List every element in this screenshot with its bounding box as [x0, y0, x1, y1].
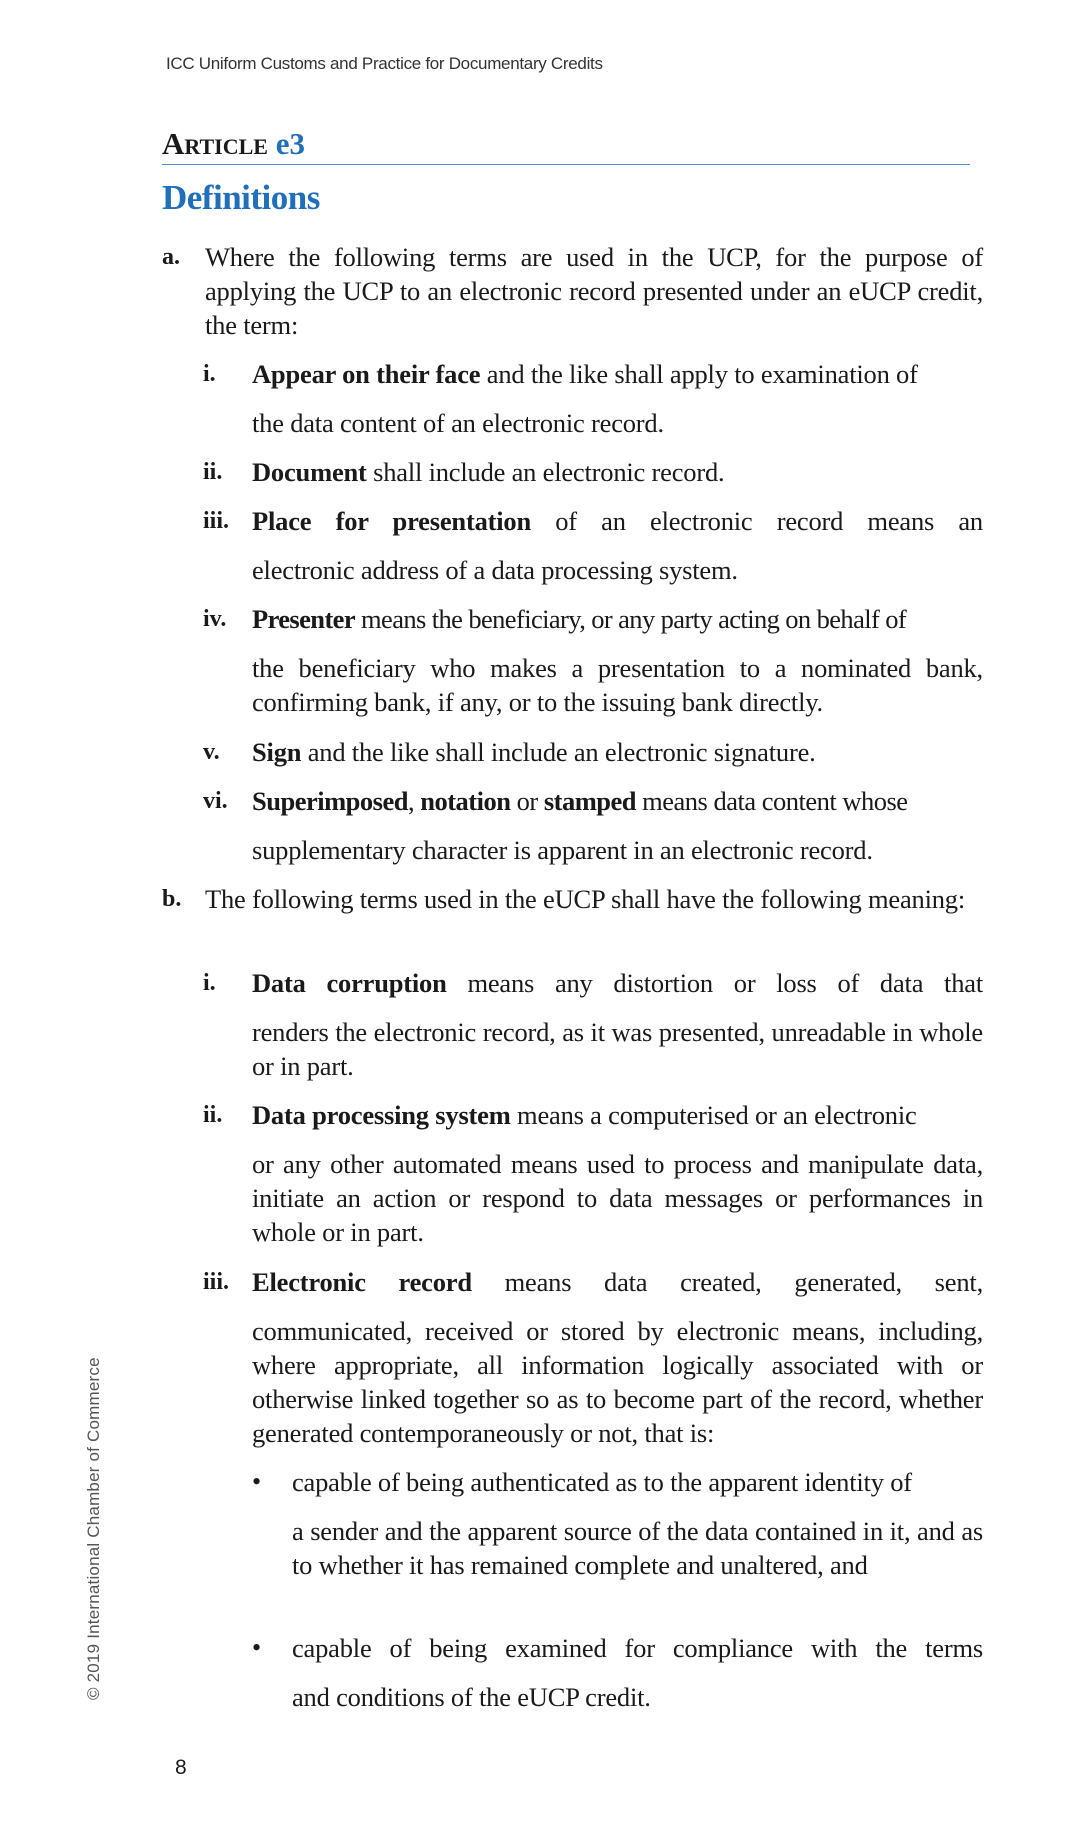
item-text: means data content whose	[636, 786, 908, 816]
bullet-1: capable of being authenticated as to the apparent identity of	[292, 1467, 912, 1497]
copyright-notice: © 2019 International Chamber of Commerce	[84, 1357, 103, 1700]
para-a-item-iv-cont: the beneficiary who makes a presentation to a nominated bank, confirming bank, if any, or to the issuing bank directly.	[252, 653, 983, 717]
para-b-item-iii-cont: communicated, received or stored by electronic means, including, where appropriate, all information logically associated with or otherwise linked together so as to become part of the record, whether generated contemporaneously or not, that is:	[252, 1316, 983, 1448]
para-a-item-vi-marker: vi.	[203, 788, 228, 814]
item-text: means any distortion or loss of data that	[446, 968, 983, 998]
item-text: and the like shall include an electronic signature.	[301, 737, 816, 767]
page-number: 8	[175, 1756, 187, 1779]
para-b-item-iii-marker: iii.	[203, 1269, 230, 1295]
term: Place for presentation	[252, 506, 532, 536]
term: Data processing system	[252, 1100, 511, 1130]
para-a-item-iv	[252, 602, 983, 636]
para-a-item-ii-marker: ii.	[203, 459, 223, 485]
para-b-item-ii-marker: ii.	[203, 1102, 223, 1128]
para-a-item-iv-marker: iv.	[203, 606, 227, 632]
term: Data corruption	[252, 968, 447, 998]
para-a-item-iii-cont: electronic address of a data processing system.	[252, 555, 738, 585]
para-a-item-vi-cont: supplementary character is apparent in an electronic record.	[252, 835, 873, 865]
bullet-2: capable of being examined for compliance with the terms	[292, 1633, 983, 1663]
para-a-text: Where the following terms are used in the UCP, for the purpose of applying the UCP to an electronic record presented under an eUCP credit, the term:	[205, 242, 983, 340]
running-header: ICC Uniform Customs and Practice for Documentary Credits	[166, 54, 603, 73]
para-a-item-iii-marker: iii.	[203, 508, 230, 534]
para-a-item-vi: Superimposed, notation or stamped means data content whose	[252, 786, 908, 816]
item-text: and the like shall apply to examination of	[480, 359, 918, 389]
section-title: Definitions	[162, 178, 320, 217]
para-a-item-ii	[252, 455, 983, 489]
term: notation	[420, 786, 511, 816]
term: Presenter	[252, 604, 355, 634]
term: Document	[252, 457, 367, 487]
article-heading	[162, 126, 970, 165]
para-b-item-ii-cont: or any other automated means used to process and manipulate data, initiate an action or respond to data messages or performances in whole or in part.	[252, 1149, 983, 1247]
para-a-item-v-marker: v.	[203, 739, 220, 765]
term: Appear on their face	[252, 359, 481, 389]
item-text: shall include an electronic record.	[366, 457, 725, 487]
para-b-item-i-marker: i.	[203, 970, 216, 996]
para-b-text: The following terms used in the eUCP shall have the following meaning:	[205, 884, 965, 914]
item-text: means a computerised or an electronic	[510, 1100, 917, 1130]
bullet-1-symbol: •	[252, 1467, 262, 1496]
article-number: e3	[275, 126, 305, 161]
item-text: means the beneficiary, or any party acting on behalf of	[355, 604, 907, 634]
para-a-marker: a.	[162, 244, 180, 270]
para-b-marker: b.	[162, 886, 182, 912]
bullet-2-cont: and conditions of the eUCP credit.	[292, 1682, 651, 1712]
article-label: Article	[162, 126, 268, 161]
item-text: means data created, generated, sent,	[471, 1267, 983, 1297]
term: Electronic record	[252, 1267, 472, 1297]
term: Sign	[252, 737, 302, 767]
term: Superimposed	[252, 786, 408, 816]
term: stamped	[543, 786, 637, 816]
para-a-item-v	[252, 735, 983, 769]
bullet-2-symbol: •	[252, 1633, 262, 1662]
para-a-item-i-cont: the data content of an electronic record.	[252, 408, 664, 438]
para-a-item-i	[252, 357, 983, 391]
para-b-item-ii	[252, 1098, 983, 1132]
para-b-item-iii	[252, 1265, 983, 1299]
para-b-item-i-cont: renders the electronic record, as it was presented, unreadable in whole or in part.	[252, 1017, 983, 1081]
para-a-item-iii	[252, 504, 983, 538]
item-text: of an electronic record means an	[531, 506, 983, 536]
para-b-item-i	[252, 966, 983, 1000]
bullet-1-cont: a sender and the apparent source of the data contained in it, and as to whether it has remained complete and unaltered, and	[292, 1516, 983, 1580]
para-a-item-i-marker: i.	[203, 361, 216, 387]
